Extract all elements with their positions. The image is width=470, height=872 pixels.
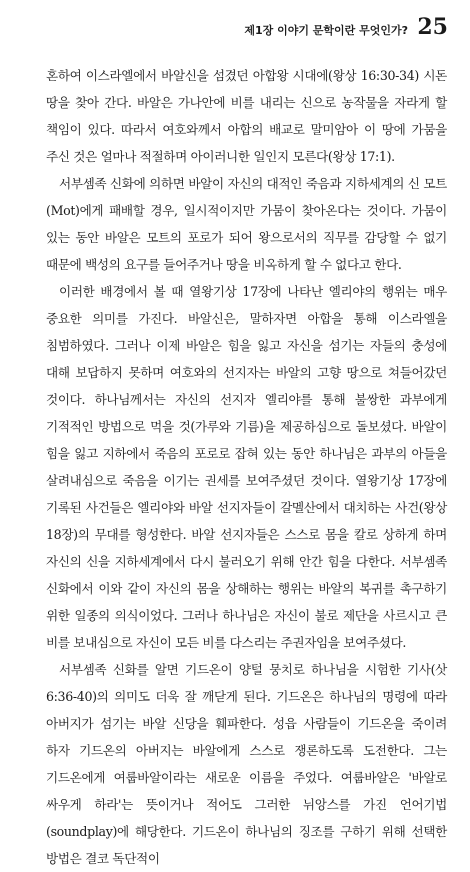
paragraph: 서부셈족 신화에 의하면 바알이 자신의 대적인 죽음과 지하세계의 신 모트(Mot)에게 패배할 경우, 일시적이지만 가뭄이 찾아온다는 것이다. 가뭄이 있는 동안 바알은 모트의 포로가 되어 왕으로서의 직무를 감당할 수 없기 때문에 백성의 요구를 들어주거나 땅을 비옥하게 할 수 없다고 한다. [46,176,447,272]
chapter-title: 제1장 이야기 문학이란 무엇인가? [244,24,408,37]
paragraph: 혼하여 이스라엘에서 바알신을 섬겼던 아합왕 시대에(왕상 16:30-34) 시돈 땅을 찾아 간다. 바알은 가나안에 비를 내리는 신으로 농작물을 자라게 할 책임이 있다. 따라서 여호와께서 아합의 배교로 말미암아 이 땅에 가뭄을 주신 것은 얼마나 적절하며 아이러니한 일인지 모른다(왕상 17:1). [46,68,447,164]
body-text [46,62,447,872]
running-header [0,14,470,42]
page-number: 25 [417,14,448,40]
paragraph: 서부셈족 신화를 알면 기드온이 양털 뭉치로 하나님을 시험한 기사(삿 6:36-40)의 의미도 더욱 잘 깨닫게 된다. 기드온은 하나님의 명령에 따라 아버지가 섬기는 바알 신당을 훼파한다. 성읍 사람들이 기드온을 죽이려 하자 기드온의 아버지는 바알에게 스스로 쟁론하도록 도전한다. 그는 기드온에게 여룹바알이라는 새로운 이름을 주었다. 여룹바알은 '바알로 싸우게 하라'는 뜻이거나 적어도 그러한 뉘앙스를 가진 언어기법(soundplay)에 해당한다. 기드온이 하나님의 징조를 구하기 위해 선택한 방법은 결코 독단적이 [46,662,447,866]
paragraph: 이러한 배경에서 볼 때 열왕기상 17장에 나타난 엘리야의 행위는 매우 중요한 의미를 가진다. 바알신은, 말하자면 아합을 통해 이스라엘을 침범하였다. 그러나 이제 바알은 힘을 잃고 자신을 섬기는 자들의 충성에 대해 보답하지 못하며 여호와의 선지자는 바알의 고향 땅으로 쳐들어갔던 것이다. 하나님께서는 자신의 선지자 엘리야를 통해 불쌍한 과부에게 기적적인 방법으로 먹을 것(가루와 기름)을 제공하심으로 돌보셨다. 바알이 힘을 잃고 지하에서 죽음의 포로로 잡혀 있는 동안 하나님은 과부의 아들을 살려내심으로 죽음을 이기는 권세를 보여주셨던 것이다. 열왕기상 17장에 기록된 사건들은 엘리야와 바알 선지자들이 갈멜산에서 대치하는 사건(왕상 18장)의 무대를 형성한다. 바알 선지자들은 스스로 몸을 칼로 상하게 하며 자신의 신을 지하세계에서 다시 불러오기 위해 안간 힘을 다한다. 서부셈족 신화에서 이와 같이 자신의 몸을 상해하는 행위는 바알의 복귀를 촉구하기 위한 일종의 의식이었다. 그러나 하나님은 자신이 불로 제단을 사르시고 큰 비를 보내심으로 자신이 모든 비를 다스리는 주권자임을 보여주셨다. [46,284,447,650]
